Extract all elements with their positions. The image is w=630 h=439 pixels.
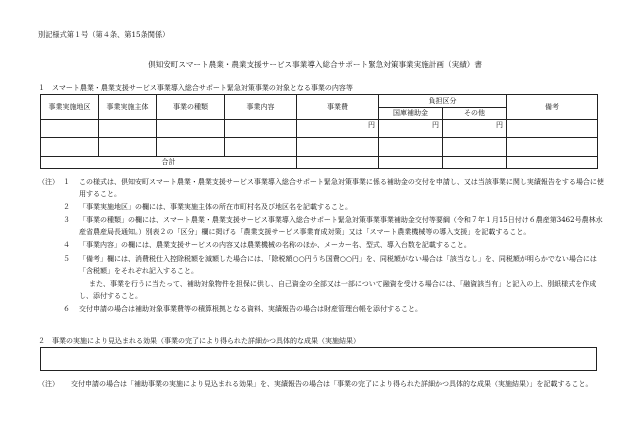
col-header-content: 事業内容 [225, 95, 297, 120]
cell-remarks [507, 120, 598, 138]
note-item-1 [38, 177, 608, 201]
note-item-2 [38, 202, 608, 214]
cell-subsidy-yen: 円 [379, 120, 443, 138]
cell-entity [99, 120, 157, 138]
col-header-burden: 負担区分 [379, 95, 507, 108]
note-text: この様式は、倶知安町スマート農業・農業支援サービス事業導入総合サポート緊急対策事業に係る補助金の交付を申請し、又は当該事業に関し実績報告をする場合に使用すること。 [79, 178, 604, 198]
section1-heading: １ スマート農業・農業支援サービス事業導入総合サポート緊急対策事業の対象となる事業の内容等 [38, 84, 353, 92]
col-header-entity: 事業実施主体 [99, 95, 157, 120]
note-text: また、事業を行うに当たって、補助対象物件を担保に供し、自己資金の全部又は一部について融資を受ける場合には、「融資該当有」と記入の上、別紙様式を作成し、添付すること。 [79, 279, 597, 300]
table-row [41, 138, 598, 157]
note-number: １ [63, 178, 70, 186]
note-item-5 [38, 254, 608, 278]
note-number: ２ [63, 203, 70, 212]
note-text: 交付申請の場合は「補助事業の実施により見込まれる効果」を、実績報告の場合は「事業の完了により得られた詳細かつ具体的な成果（実施結果）」を記載すること。 [71, 380, 593, 388]
note-number: ５ [63, 254, 70, 263]
document-title: 倶知安町スマート農業・農業支援サービス事業導入総合サポート緊急対策事業実施計画（実績）書 [148, 60, 482, 69]
note-text: 「事業の種類」の欄には、スマート農業・農業支援サービス事業導入総合サポート緊急対策事業事業補助金交付等要綱（令和７年１月15日付け６農産第3462号農林水産省農産局長通知。）別表２の「区分」欄に掲げる「農業支援サービス事業育成対策」又は「スマート農業機械等の導入支援」を記載すること。 [79, 216, 603, 237]
col-header-other: その他 [443, 108, 507, 120]
note-item-5-continued [38, 279, 608, 303]
expected-effect-box [40, 347, 597, 371]
col-header-remarks: 備考 [507, 95, 598, 120]
note-number: ３ [63, 216, 70, 225]
table-row [41, 120, 598, 138]
cell-content [225, 120, 297, 138]
col-header-type: 事業の種類 [157, 95, 225, 120]
note-text: 「事業内容」の欄には、農業支援サービスの内容又は農業機械の名称のほか、メーカー名、型式、導入台数を記載すること。 [79, 241, 471, 250]
note-item-4 [38, 240, 608, 252]
section2-heading: ２ 事業の実施により見込まれる効果（事業の完了により得られた詳細かつ具体的な成果（実施結果） [38, 337, 360, 345]
col-header-area: 事業実施地区 [41, 95, 99, 120]
note-mark: （注） [38, 178, 59, 186]
col-header-cost: 事業費 [297, 95, 379, 120]
cell-area [41, 120, 99, 138]
note-text: 「備考」欄には、消費税仕入控除税額を減額した場合には、「除税額○○円うち国費○○円」を、同税額がない場合は「該当なし」を、同税額が明らかでない場合には「含税額」をそれぞれ記入すること。 [79, 254, 597, 275]
note-text: 交付申請の場合は補助対象事業費等の積算根拠となる資料、実績報告の場合は財産管理台帳を添付すること。 [79, 304, 422, 313]
cell-other-yen: 円 [443, 120, 507, 138]
note-item-6 [38, 304, 608, 316]
note-number: ４ [63, 241, 70, 250]
cell-cost-yen: 円 [297, 120, 379, 138]
col-header-subsidy: 国庫補助金 [379, 108, 443, 120]
plan-table [40, 94, 598, 169]
total-label: 合計 [41, 157, 297, 169]
note-item-3 [38, 215, 608, 239]
note-number: ６ [63, 304, 70, 313]
total-row [41, 157, 598, 169]
notes-block [38, 177, 608, 317]
note-mark: （注） [38, 380, 59, 388]
section2-note [38, 378, 608, 390]
form-number-header: 別記様式第１号（第４条、第15条関係） [38, 30, 170, 39]
note-text: 「事業実施地区」の欄には、事業実施主体の所在市町村名及び地区名を記載すること。 [79, 203, 352, 212]
cell-type [157, 120, 225, 138]
